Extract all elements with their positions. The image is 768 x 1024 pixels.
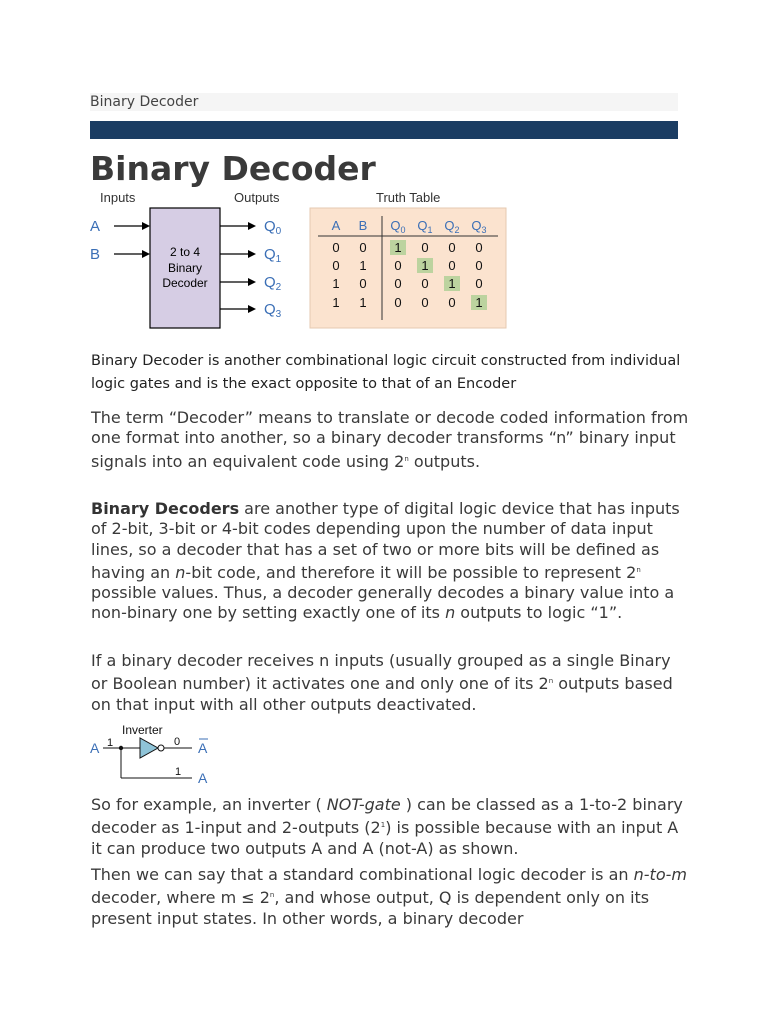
- svg-text:Q2: $Q_2$: [264, 274, 282, 293]
- truth-table-cell: 1: [359, 258, 367, 273]
- paragraph-2: Binary Decoders are another type of digital logic device that has inputs of 2-bit, 3-bit or 4-bit codes depending upon the number of data input lines, so a decoder that has a set of two or more bits will be defined as having an n-bit code, and therefore it will be possible to represent 2$^n$ possible values. Thus, a decoder generally decodes a binary value into a non-binary one by setting exactly one of its n outputs to logic “1”.: [91, 499, 680, 623]
- truth-table-cell: 1: [332, 295, 340, 310]
- output-q2: [220, 274, 282, 293]
- svg-text:Q0: $Q_0$: [390, 218, 406, 235]
- outputs-label: Outputs: [234, 190, 280, 205]
- truth-table-cell: 1: [332, 276, 340, 291]
- paragraph-4: So for example, an inverter ( NOT-gate ) can be classed as a 1-to-2 binary decoder as 1-input and 2-outputs $(2^1)$ is possible because with an input A it can produce two outputs A and A (not-A) as shown.: [91, 795, 683, 858]
- truth-table-cell: 1: [359, 295, 367, 310]
- breadcrumb[interactable]: Binary Decoder: [90, 93, 678, 111]
- truth-table-cell: 0: [421, 240, 429, 255]
- truth-table-cell: 1: [421, 258, 429, 273]
- decoder-diagram-figure: [88, 188, 518, 333]
- truth-table-cell: 0: [475, 240, 483, 255]
- truth-table-cell: 0: [394, 276, 402, 291]
- truth-table-cell: 0: [359, 240, 367, 255]
- input-a-label: A: [90, 218, 101, 235]
- bypass-value: 1: [175, 766, 182, 778]
- input-b-arrow: [142, 250, 150, 258]
- svg-text:Q1: $Q_1$: [417, 218, 433, 235]
- truth-table-cell: 0: [359, 276, 367, 291]
- truth-table-cell: 0: [332, 258, 340, 273]
- truth-table-cell: 0: [421, 276, 429, 291]
- svg-text:B: B: [358, 218, 368, 233]
- truth-table-cell: 0: [448, 295, 456, 310]
- inverter-output-not-a: A: [198, 740, 208, 756]
- output-q1: [220, 246, 282, 265]
- inverter-bubble: [158, 745, 164, 751]
- block-line2: Binary: [167, 261, 203, 275]
- inverter-output-a: A: [198, 770, 208, 786]
- header-bar: [90, 121, 678, 139]
- truth-table-cell: 1: [475, 295, 483, 310]
- svg-text:Q3: $Q_3$: [471, 218, 487, 235]
- output-q0: [220, 218, 282, 237]
- truth-table-cell: 0: [448, 258, 456, 273]
- svg-text:Q3: $Q_3$: [264, 301, 282, 320]
- inverter-input-value: 1: [107, 737, 114, 749]
- paragraph-3: If a binary decoder receives n inputs (usually grouped as a single Binary or Boolean number) it activates one and only one of its 2$^n$ outputs based on that input with all other outputs deactivated.: [91, 651, 673, 714]
- svg-text:Q0: $Q_0$: [264, 218, 282, 237]
- paragraph-5: Then we can say that a standard combinational logic decoder is an n-to-m decoder, where $m \le 2^n$, and whose output, Q is dependent only on its present input states. In other words, a binary decoder: [91, 865, 687, 928]
- truth-table-cell: 1: [448, 276, 456, 291]
- input-b-label: B: [90, 246, 101, 263]
- svg-text:Q2: $Q_2$: [444, 218, 460, 235]
- inverter-diagram-figure: [88, 722, 228, 788]
- inverter-input-label: A: [90, 740, 100, 756]
- truth-table-cell: 0: [394, 258, 402, 273]
- not-gate-icon: [140, 738, 158, 758]
- truth-table-cell: 0: [421, 295, 429, 310]
- bold-term: Binary Decoders: [91, 499, 240, 518]
- truth-table-cell: 1: [394, 240, 402, 255]
- paragraph-1: The term “Decoder” means to translate or decode coded information from one format into another, so a binary decoder transforms “n” binary input signals into an equivalent code using 2$^n$ outputs.: [91, 408, 689, 471]
- truth-table-cell: 0: [475, 276, 483, 291]
- svg-text:A: A: [331, 218, 341, 233]
- inverter-output-value: 0: [174, 736, 181, 748]
- output-q3: [220, 301, 282, 320]
- page-title: Binary Decoder: [90, 149, 376, 188]
- truth-table-cell: 0: [448, 240, 456, 255]
- block-line1: 2 to 4: [169, 245, 201, 259]
- svg-text:Q1: $Q_1$: [264, 246, 282, 265]
- figure-caption: Binary Decoder is another combinational logic circuit constructed from individual logic gates and is the exact opposite to that of an Encoder: [91, 353, 681, 392]
- truth-table-cell: 0: [332, 240, 340, 255]
- truth-table-cell: 0: [394, 295, 402, 310]
- truth-table-label: Truth Table: [376, 190, 441, 205]
- inputs-label: Inputs: [100, 190, 136, 205]
- truth-table-cell: 0: [475, 258, 483, 273]
- input-a-arrow: [142, 222, 150, 230]
- block-line3: Decoder: [162, 276, 208, 290]
- inverter-label: Inverter: [122, 723, 163, 737]
